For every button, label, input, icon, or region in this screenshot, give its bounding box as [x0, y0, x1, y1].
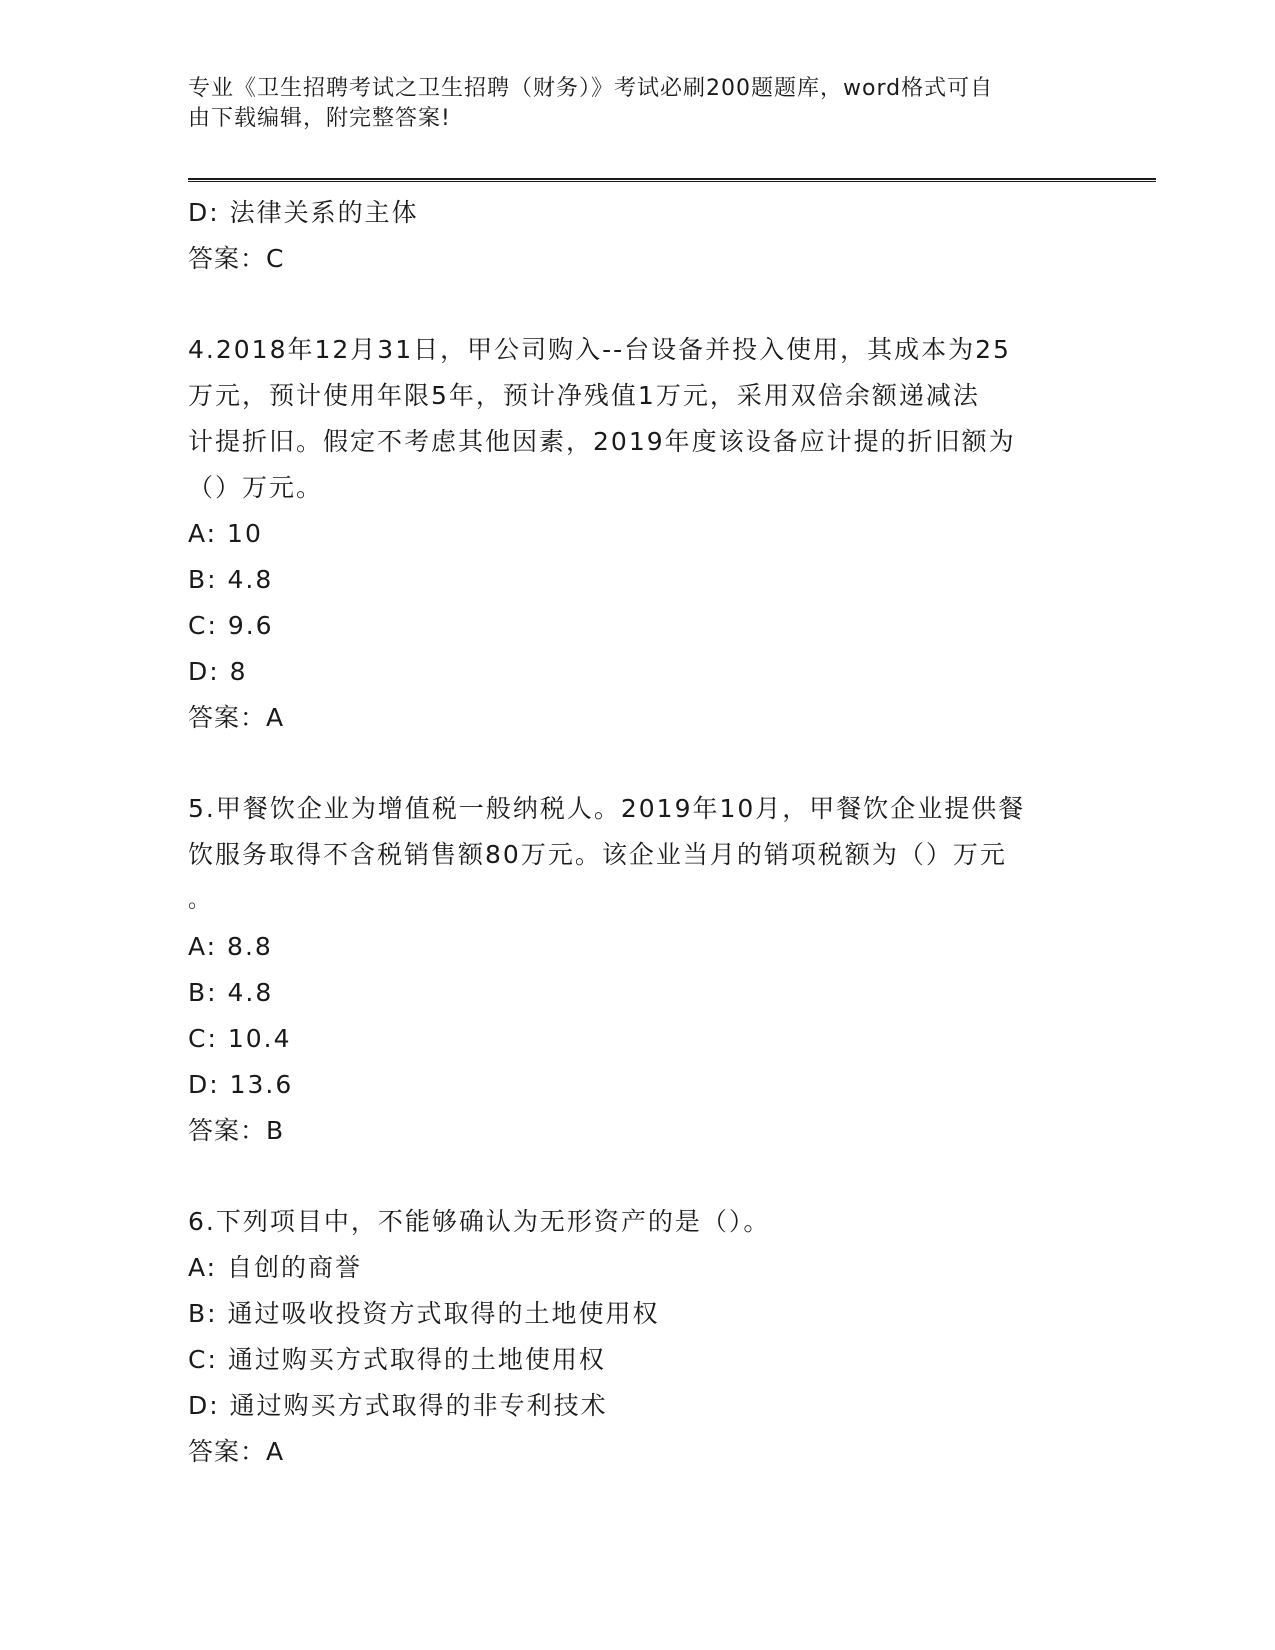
question-content	[188, 190, 1088, 1475]
document-header	[188, 74, 1068, 134]
q4-answer: 答案：A	[188, 703, 285, 732]
q4-option-a: A: 10	[188, 519, 263, 548]
q5-option-a: A: 8.8	[188, 932, 273, 961]
q4-stem-line-3: 计提折旧。假定不考虑其他因素，2019年度该设备应计提的折旧额为	[188, 427, 1016, 456]
spacer	[188, 1154, 1088, 1199]
q6-option-a: A: 自创的商誉	[188, 1253, 363, 1282]
spacer	[188, 282, 1088, 327]
question-6	[188, 1199, 1088, 1475]
q6-answer: 答案：A	[188, 1437, 285, 1466]
q5-stem-line-2: 饮服务取得不含税销售额80万元。该企业当月的销项税额为（）万元	[188, 840, 1007, 869]
q6-option-d: D: 通过购买方式取得的非专利技术	[188, 1391, 608, 1420]
question-4	[188, 327, 1088, 741]
prev-option-d: D: 法律关系的主体	[188, 198, 419, 227]
header-divider	[188, 178, 1156, 182]
q4-option-b: B: 4.8	[188, 565, 274, 594]
q6-stem-line-1: 6.下列项目中，不能够确认为无形资产的是（）。	[188, 1207, 771, 1236]
q5-stem-line-1: 5.甲餐饮企业为增值税一般纳税人。2019年10月，甲餐饮企业提供餐	[188, 794, 1026, 823]
q5-stem-line-3: 。	[188, 888, 213, 913]
q6-option-c: C: 通过购买方式取得的土地使用权	[188, 1345, 606, 1374]
q5-option-c: C: 10.4	[188, 1024, 292, 1053]
q4-stem-line-2: 万元，预计使用年限5年，预计净残值1万元，采用双倍余额递减法	[188, 381, 980, 410]
q4-option-c: C: 9.6	[188, 611, 274, 640]
q4-stem-line-1: 4.2018年12月31日，甲公司购入--台设备并投入使用，其成本为25	[188, 335, 1011, 364]
spacer	[188, 741, 1088, 786]
header-line-2: 由下载编辑，附完整答案!	[188, 106, 451, 131]
question-5	[188, 786, 1088, 1154]
q5-option-d: D: 13.6	[188, 1070, 294, 1099]
q5-answer: 答案：B	[188, 1116, 285, 1145]
q5-option-b: B: 4.8	[188, 978, 274, 1007]
prev-answer: 答案：C	[188, 244, 285, 273]
q4-option-d: D: 8	[188, 657, 248, 686]
header-line-1: 专业《卫生招聘考试之卫生招聘（财务）》考试必刷200题题库，word格式可自	[188, 76, 994, 101]
q4-stem-line-4: （）万元。	[188, 473, 324, 502]
q6-option-b: B: 通过吸收投资方式取得的土地使用权	[188, 1299, 660, 1328]
